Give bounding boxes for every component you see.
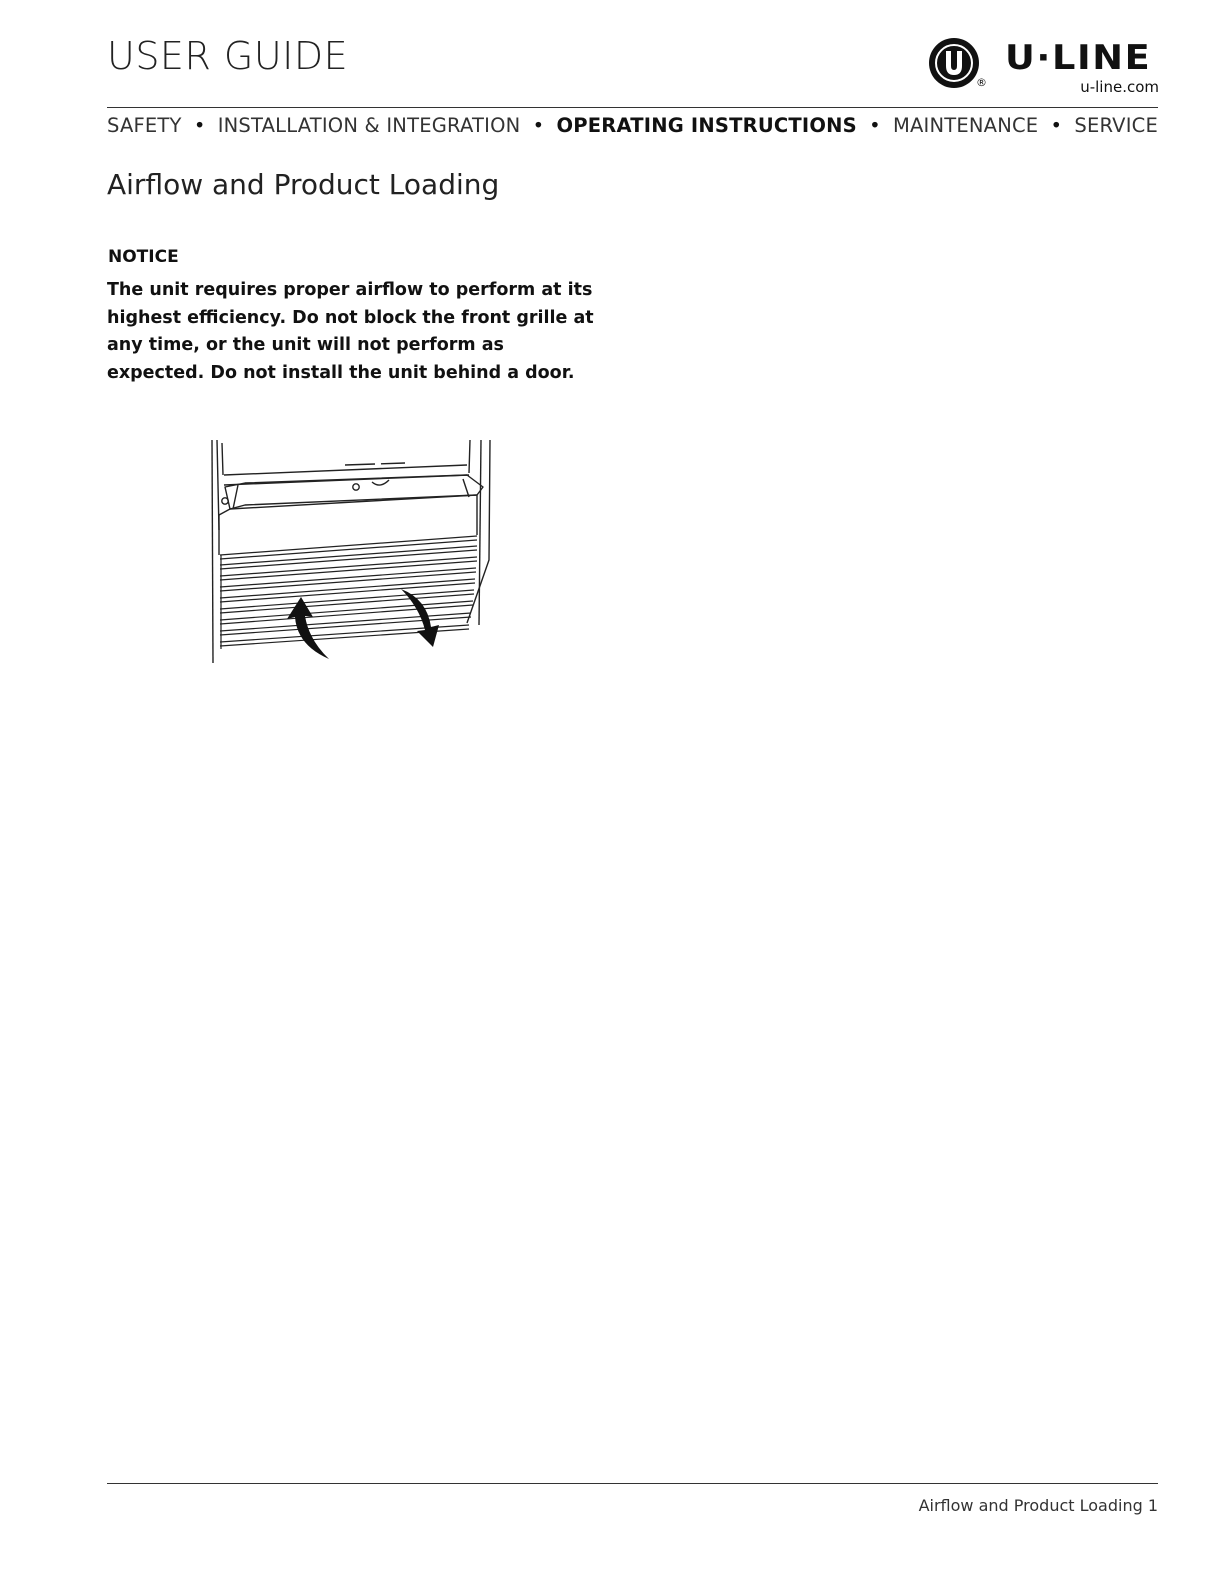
section-title: Airflow and Product Loading: [107, 168, 500, 201]
nav-item-service: SERVICE: [1074, 114, 1158, 137]
notice-text: [107, 277, 607, 387]
registered-mark: ®: [976, 76, 987, 89]
notice-line: any time, or the unit will not perform as: [107, 335, 504, 355]
nav-separator: •: [193, 114, 206, 137]
brand-url: u-line.com: [1080, 78, 1159, 96]
page-footer: Airflow and Product Loading 1: [918, 1496, 1158, 1515]
brand-logo: [927, 34, 1159, 96]
notice-line: expected. Do not install the unit behind a door.: [107, 362, 575, 383]
section-nav: [107, 114, 1158, 137]
notice-line: highest efficiency. Do not block the front grille at: [107, 307, 594, 328]
nav-item-operating-instructions: OPERATING INSTRUCTIONS: [556, 114, 857, 137]
nav-item-installation: INSTALLATION & INTEGRATION: [217, 114, 521, 137]
nav-separator: •: [1050, 114, 1063, 137]
header-divider: [107, 107, 1158, 108]
nav-item-maintenance: MAINTENANCE: [892, 114, 1039, 137]
nav-separator: •: [869, 114, 881, 137]
notice-line: The unit requires proper airflow to perform at its: [107, 280, 593, 300]
document-title: USER GUIDE: [107, 34, 349, 78]
footer-divider: [107, 1483, 1158, 1484]
notice-label: NOTICE: [108, 247, 179, 267]
u-line-logo-icon: [927, 36, 981, 90]
brand-wordmark: U·LINE: [1005, 38, 1152, 78]
nav-item-safety: SAFETY: [107, 114, 182, 137]
nav-separator: •: [532, 114, 545, 137]
front-grille-airflow-illustration: [205, 435, 500, 667]
